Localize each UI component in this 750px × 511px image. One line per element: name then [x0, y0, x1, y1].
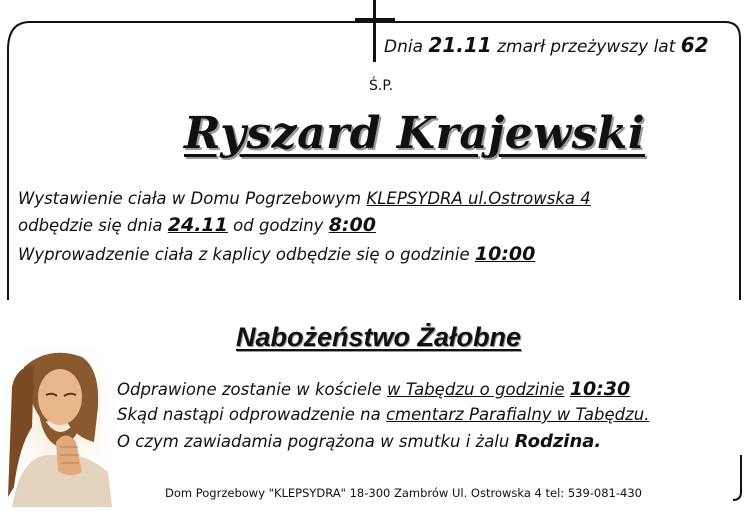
viewing-line-1-text: Wystawienie ciała w Domu Pogrzebowym: [18, 189, 362, 208]
cross-icon-arm: [355, 18, 395, 21]
procession-time: 10:00: [474, 243, 536, 265]
family-signature: Rodzina.: [514, 431, 602, 452]
service-line-2: [117, 405, 649, 424]
service-line-1: [117, 378, 630, 400]
viewing-line-3-text: Wyprowadzenie ciała z kaplicy odbędzie się o godzinie: [18, 245, 470, 264]
praying-jesus-image: [4, 347, 116, 507]
death-prefix: Dnia: [384, 37, 424, 57]
church-place: w Tabędzu o godzinie: [387, 380, 565, 399]
funeral-home-footer: Dom Pogrzebowy "KLEPSYDRA" 18-300 Zambrów Ul. Ostrowska 4 tel: 539-081-430: [165, 486, 642, 500]
service-line-2-text: Skąd nastąpi odprowadzenie na: [117, 405, 381, 424]
death-notice-line: [384, 33, 709, 57]
service-line-3-text: O czym zawiadamia pogrążona w smutku i żalu: [117, 432, 510, 451]
viewing-line-1: [18, 189, 591, 208]
viewing-place: KLEPSYDRA ul.Ostrowska 4: [366, 189, 591, 208]
death-age: 62: [680, 33, 709, 57]
service-line-1-text: Odprawione zostanie w kościele: [117, 380, 382, 399]
death-middle: zmarł przeżywszy lat: [497, 37, 676, 57]
service-heading: Nabożeństwo Żałobne: [236, 322, 522, 352]
viewing-line-3: [18, 243, 535, 265]
cross-icon: [373, 0, 376, 62]
viewing-line-2-text: odbędzie się dnia: [18, 216, 163, 235]
viewing-line-2-middle: od godziny: [233, 216, 324, 235]
viewing-time: 8:00: [328, 214, 376, 236]
service-line-3: [117, 431, 601, 452]
viewing-date: 24.11: [167, 214, 228, 236]
deceased-name: Ryszard Krajewski: [184, 108, 646, 159]
death-date: 21.11: [428, 33, 492, 57]
cemetery-place: cmentarz Parafialny w Tabędzu.: [385, 405, 650, 424]
honorific: Ś.P.: [369, 78, 394, 94]
viewing-line-2: [18, 214, 376, 236]
service-time: 10:30: [569, 378, 631, 400]
